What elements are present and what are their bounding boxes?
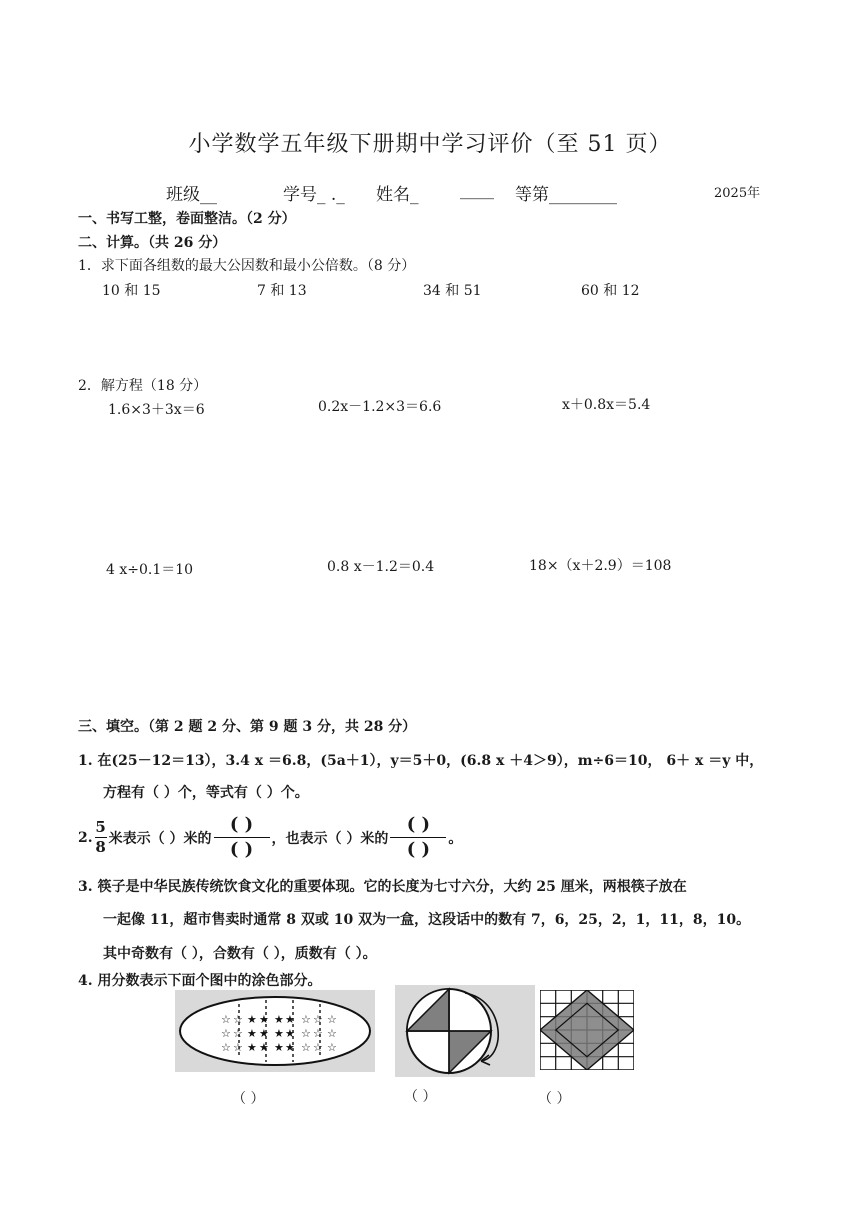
- svg-text:★: ★: [247, 1041, 257, 1054]
- fill-q2-text-b: ，也表示（ ）米的: [271, 830, 389, 847]
- svg-text:☆: ☆: [233, 1041, 243, 1054]
- equation: 18×（x＋2.9）＝108: [529, 558, 672, 574]
- svg-text:★: ★: [259, 1041, 269, 1054]
- fill-q1-line2: 方程有（ ）个，等式有（ ）个。: [103, 785, 309, 801]
- page-title: 小学数学五年级下册期中学习评价（至 51 页）: [188, 132, 672, 157]
- blank-fraction-bottom: ( ): [406, 839, 431, 860]
- equation: x＋0.8x＝5.4: [562, 397, 651, 413]
- fill-q2-end: 。: [448, 830, 463, 847]
- answer-blank[interactable]: （ ）: [404, 1089, 437, 1105]
- fraction-denominator: 8: [95, 838, 106, 856]
- name-field: 姓名_: [376, 185, 419, 205]
- fill-q3-line3: 其中奇数有（ ），合数有（ ），质数有（ ）。: [103, 946, 377, 962]
- svg-text:★: ★: [274, 1013, 284, 1026]
- svg-text:☆: ☆: [301, 1027, 311, 1040]
- svg-text:☆: ☆: [221, 1041, 231, 1054]
- svg-text:☆: ☆: [233, 1013, 243, 1026]
- svg-text:☆: ☆: [313, 1041, 323, 1054]
- fraction-numerator: 5: [95, 818, 106, 836]
- student-number-field: 学号_ ._: [283, 185, 345, 205]
- svg-text:☆: ☆: [313, 1013, 323, 1026]
- svg-text:★: ★: [274, 1027, 284, 1040]
- svg-text:★: ★: [285, 1041, 295, 1054]
- svg-text:★: ★: [259, 1027, 269, 1040]
- stars-ellipse-figure: [175, 990, 375, 1072]
- svg-text:★: ★: [247, 1027, 257, 1040]
- fraction-five-eighths: [95, 820, 107, 855]
- grid-diamond-figure: [540, 990, 634, 1070]
- number-pair: 10 和 15: [102, 283, 161, 299]
- svg-text:★: ★: [285, 1027, 295, 1040]
- svg-text:☆: ☆: [221, 1013, 231, 1026]
- equation: 0.2x－1.2×3＝6.6: [318, 399, 442, 415]
- fill-q3-line2: 一起像 11，超市售卖时通常 8 双或 10 双为一盒，这段话中的数有 7，6，25，2，1，11，8，10。: [103, 912, 751, 928]
- answer-blank[interactable]: （ ）: [538, 1091, 571, 1107]
- section-2-heading: 二、计算。（共 26 分）: [78, 235, 227, 251]
- svg-text:☆: ☆: [327, 1013, 337, 1026]
- svg-text:☆: ☆: [313, 1027, 323, 1040]
- blank-fraction-answer[interactable]: [390, 816, 446, 859]
- fill-q4-prompt: 4. 用分数表示下面个图中的涂色部分。: [78, 973, 322, 989]
- fill-q3-line1: 3. 筷子是中华民族传统饮食文化的重要体现。它的长度为七寸六分，大约 25 厘米，两根筷子放在: [78, 879, 687, 895]
- name-blank: ____: [460, 180, 494, 200]
- exam-year: 2025年: [714, 186, 761, 201]
- svg-text:★: ★: [285, 1013, 295, 1026]
- number-pair: 60 和 12: [581, 283, 640, 299]
- fraction-bar: [390, 837, 446, 838]
- blank-fraction-top: ( ): [229, 814, 254, 835]
- number-pair: 34 和 51: [423, 283, 482, 299]
- blank-fraction-top: ( ): [406, 814, 431, 835]
- svg-text:☆: ☆: [301, 1013, 311, 1026]
- number-pair: 7 和 13: [257, 283, 307, 299]
- blank-fraction-bottom: ( ): [229, 839, 254, 860]
- svg-text:★: ★: [247, 1013, 257, 1026]
- section-1-heading: 一、书写工整，卷面整洁。（2 分）: [78, 211, 296, 227]
- q1-prompt: 1．求下面各组数的最大公因数和最小公倍数。（8 分）: [78, 258, 416, 274]
- circle-figure: [395, 985, 535, 1077]
- equation: 0.8 x－1.2＝0.4: [327, 559, 435, 575]
- class-field: 班级__: [166, 185, 217, 205]
- svg-text:☆: ☆: [233, 1027, 243, 1040]
- svg-text:☆: ☆: [327, 1041, 337, 1054]
- svg-text:★: ★: [274, 1041, 284, 1054]
- grade-field: 等第________: [515, 185, 617, 205]
- answer-blank[interactable]: （ ）: [232, 1091, 265, 1107]
- fraction-bar: [214, 837, 270, 838]
- fill-q2-number: 2.: [78, 829, 93, 846]
- svg-text:☆: ☆: [221, 1027, 231, 1040]
- equation: 1.6×3＋3x＝6: [108, 402, 205, 418]
- fill-q2-text-a: 米表示（ ）米的: [108, 830, 212, 847]
- q2-prompt: 2．解方程（18 分）: [78, 378, 208, 394]
- svg-text:★: ★: [259, 1013, 269, 1026]
- svg-text:☆: ☆: [301, 1041, 311, 1054]
- section-3-heading: 三、填空。（第 2 题 2 分、第 9 题 3 分，共 28 分）: [78, 719, 417, 735]
- fill-q2: [78, 816, 462, 859]
- svg-text:☆: ☆: [327, 1027, 337, 1040]
- equation: 4 x÷0.1＝10: [106, 562, 194, 578]
- fill-q1-line1: 1. 在(25－12＝13），3.4 x ＝6.8，(5a＋1），y＝5＋0，(6.8 x ＋4＞9），m÷6＝10， 6＋ x ＝y 中，: [78, 753, 764, 769]
- blank-fraction-answer[interactable]: [214, 816, 270, 859]
